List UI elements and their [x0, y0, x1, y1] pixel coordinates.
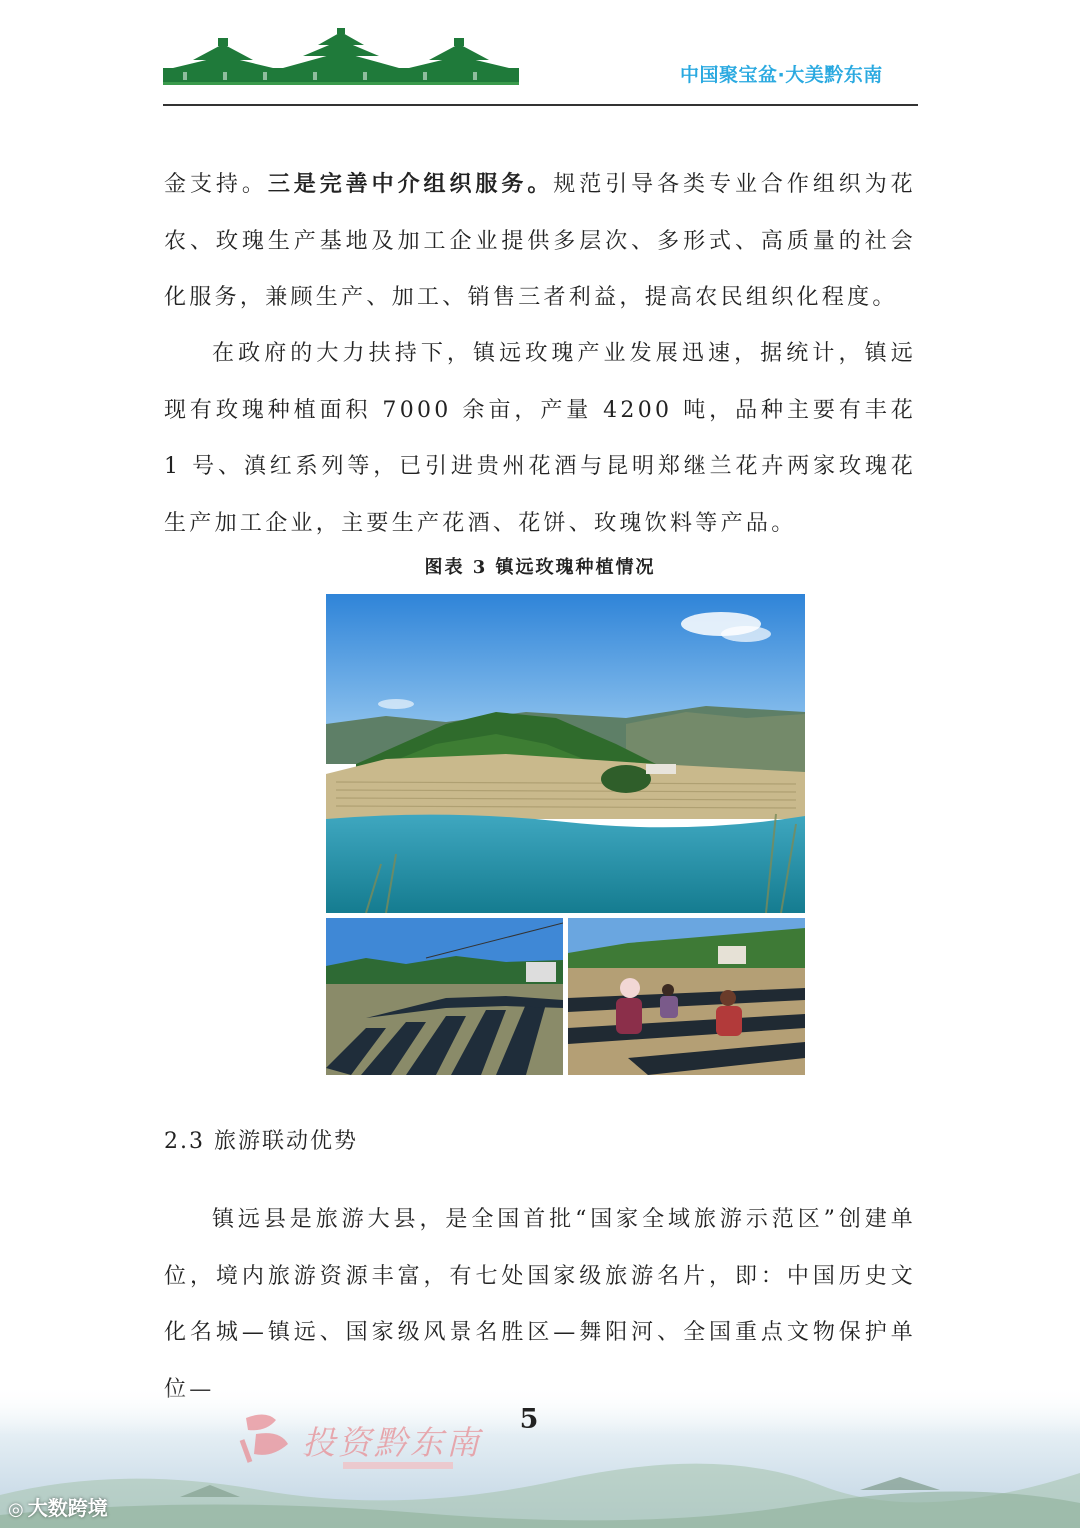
footer-brand-text: 投资黔东南 [302, 1423, 482, 1462]
paragraph-tourism: 镇远县是旅游大县，是全国首批“国家全域旅游示范区”创建单位，境内旅游资源丰富，有七处国家级旅游名片，即：中国历史文化名城—镇远、国家级风景名胜区—舞阳河、全国重点文物保护单 [164, 1207, 916, 1345]
paragraph-rose-industry: 在政府的大力扶持下，镇远玫瑰产业发展迅速，据统计，镇远现有玫瑰种植面积 7000 余亩，产量 4200 吨，品种主要有丰花 1 号、滇红系列等，已引进贵州花酒与昆明郑继兰花卉两家玫瑰花生产加工企业，主要生产花酒、花饼、玫瑰饮料等产品。 [164, 341, 916, 536]
paragraph-support-text-1: 金支持。 [164, 172, 268, 197]
photo-rose-plantation-lake [326, 594, 805, 913]
paragraph-support-text-2: 规范引导各类专业合作组织为花农、玫瑰生产基地及加工企业提供多层次、多形式、高质量的社会化服务，兼顾生产、加工、销售三者利益，提高农民组织化程度。 [164, 172, 916, 310]
paragraph-support-bold: 三是完善中介组织服务。 [267, 171, 554, 197]
header-pagoda-banner [163, 28, 519, 90]
watermark-text: 大数跨境 [27, 1496, 108, 1520]
photo-terraced-fields [326, 918, 563, 1075]
page-number: 5 [519, 1404, 539, 1435]
section-title: 2.3 旅游联动优势 [164, 1129, 358, 1154]
header-slogan: 中国聚宝盆·大美黔东南 [680, 64, 883, 86]
header-divider [163, 104, 918, 106]
footer-brand-subline [343, 1462, 453, 1469]
watermark [8, 1492, 108, 1521]
paragraph-support [164, 156, 916, 327]
figure-caption: 图表 3 镇远玫瑰种植情况 [424, 557, 656, 578]
watermark-icon: ◎ [8, 1499, 24, 1520]
photo-farmers-planting [568, 918, 805, 1075]
